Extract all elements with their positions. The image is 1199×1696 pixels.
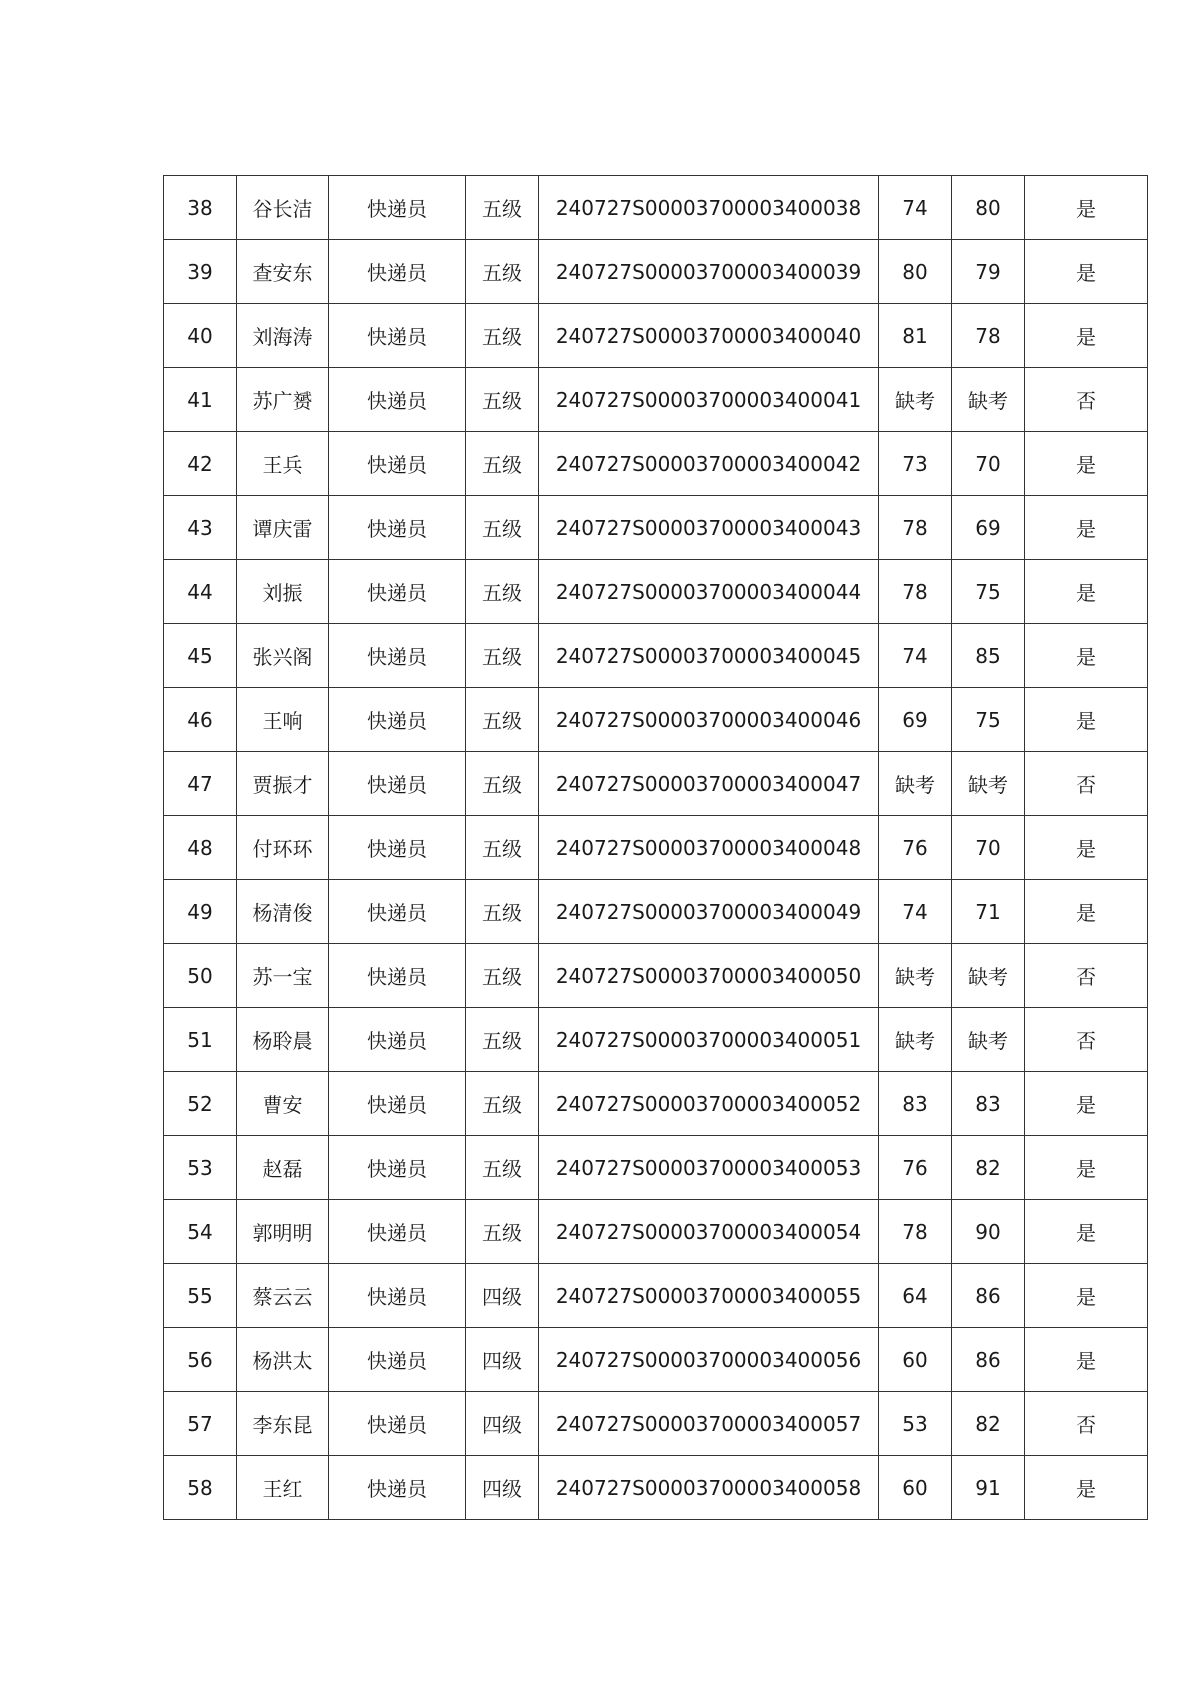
ticket-number-cell: 240727S00003700003400052 [539, 1072, 879, 1136]
table-row [164, 1264, 1148, 1328]
level-cell: 五级 [466, 432, 539, 496]
level-cell: 五级 [466, 816, 539, 880]
occupation-cell: 快递员 [329, 176, 466, 240]
occupation-cell: 快递员 [329, 1392, 466, 1456]
occupation-cell: 快递员 [329, 496, 466, 560]
row-number-cell: 43 [164, 496, 237, 560]
table-row [164, 1328, 1148, 1392]
theory-score-cell: 78 [879, 560, 952, 624]
occupation-cell: 快递员 [329, 1136, 466, 1200]
ticket-number-cell: 240727S00003700003400041 [539, 368, 879, 432]
name-cell: 杨聆晨 [237, 1008, 329, 1072]
name-cell: 刘振 [237, 560, 329, 624]
level-cell: 五级 [466, 752, 539, 816]
table-row [164, 752, 1148, 816]
pass-status-cell: 是 [1025, 176, 1148, 240]
name-cell: 查安东 [237, 240, 329, 304]
table-row [164, 816, 1148, 880]
theory-score-cell: 60 [879, 1328, 952, 1392]
level-cell: 五级 [466, 560, 539, 624]
occupation-cell: 快递员 [329, 368, 466, 432]
ticket-number-cell: 240727S00003700003400038 [539, 176, 879, 240]
theory-score-cell: 83 [879, 1072, 952, 1136]
level-cell: 五级 [466, 880, 539, 944]
ticket-number-cell: 240727S00003700003400048 [539, 816, 879, 880]
theory-score-cell: 74 [879, 624, 952, 688]
skill-score-cell: 缺考 [952, 752, 1025, 816]
row-number-cell: 44 [164, 560, 237, 624]
theory-score-cell: 81 [879, 304, 952, 368]
table-row [164, 560, 1148, 624]
row-number-cell: 39 [164, 240, 237, 304]
row-number-cell: 58 [164, 1456, 237, 1520]
level-cell: 五级 [466, 176, 539, 240]
row-number-cell: 51 [164, 1008, 237, 1072]
row-number-cell: 48 [164, 816, 237, 880]
name-cell: 郭明明 [237, 1200, 329, 1264]
skill-score-cell: 缺考 [952, 1008, 1025, 1072]
occupation-cell: 快递员 [329, 1328, 466, 1392]
pass-status-cell: 是 [1025, 688, 1148, 752]
theory-score-cell: 74 [879, 176, 952, 240]
table-row [164, 176, 1148, 240]
pass-status-cell: 否 [1025, 368, 1148, 432]
occupation-cell: 快递员 [329, 304, 466, 368]
row-number-cell: 40 [164, 304, 237, 368]
occupation-cell: 快递员 [329, 688, 466, 752]
level-cell: 五级 [466, 1072, 539, 1136]
level-cell: 五级 [466, 240, 539, 304]
pass-status-cell: 是 [1025, 560, 1148, 624]
skill-score-cell: 78 [952, 304, 1025, 368]
name-cell: 贾振才 [237, 752, 329, 816]
name-cell: 付环环 [237, 816, 329, 880]
theory-score-cell: 53 [879, 1392, 952, 1456]
occupation-cell: 快递员 [329, 1456, 466, 1520]
occupation-cell: 快递员 [329, 560, 466, 624]
row-number-cell: 38 [164, 176, 237, 240]
pass-status-cell: 是 [1025, 816, 1148, 880]
skill-score-cell: 80 [952, 176, 1025, 240]
pass-status-cell: 是 [1025, 1072, 1148, 1136]
table-row [164, 1072, 1148, 1136]
skill-score-cell: 70 [952, 432, 1025, 496]
level-cell: 四级 [466, 1456, 539, 1520]
pass-status-cell: 否 [1025, 1008, 1148, 1072]
theory-score-cell: 80 [879, 240, 952, 304]
ticket-number-cell: 240727S00003700003400054 [539, 1200, 879, 1264]
row-number-cell: 42 [164, 432, 237, 496]
skill-score-cell: 86 [952, 1328, 1025, 1392]
theory-score-cell: 73 [879, 432, 952, 496]
occupation-cell: 快递员 [329, 1008, 466, 1072]
theory-score-cell: 76 [879, 816, 952, 880]
name-cell: 张兴阁 [237, 624, 329, 688]
ticket-number-cell: 240727S00003700003400042 [539, 432, 879, 496]
table-row [164, 368, 1148, 432]
pass-status-cell: 是 [1025, 304, 1148, 368]
level-cell: 四级 [466, 1328, 539, 1392]
level-cell: 五级 [466, 496, 539, 560]
name-cell: 王响 [237, 688, 329, 752]
name-cell: 赵磊 [237, 1136, 329, 1200]
pass-status-cell: 否 [1025, 752, 1148, 816]
level-cell: 四级 [466, 1392, 539, 1456]
level-cell: 五级 [466, 944, 539, 1008]
row-number-cell: 45 [164, 624, 237, 688]
ticket-number-cell: 240727S00003700003400051 [539, 1008, 879, 1072]
theory-score-cell: 缺考 [879, 944, 952, 1008]
name-cell: 王兵 [237, 432, 329, 496]
theory-score-cell: 缺考 [879, 368, 952, 432]
pass-status-cell: 是 [1025, 432, 1148, 496]
occupation-cell: 快递员 [329, 624, 466, 688]
table-row [164, 624, 1148, 688]
row-number-cell: 52 [164, 1072, 237, 1136]
occupation-cell: 快递员 [329, 944, 466, 1008]
pass-status-cell: 否 [1025, 944, 1148, 1008]
pass-status-cell: 是 [1025, 1200, 1148, 1264]
level-cell: 四级 [466, 1264, 539, 1328]
skill-score-cell: 69 [952, 496, 1025, 560]
skill-score-cell: 75 [952, 688, 1025, 752]
row-number-cell: 53 [164, 1136, 237, 1200]
table-row [164, 880, 1148, 944]
name-cell: 苏广赟 [237, 368, 329, 432]
table-row [164, 688, 1148, 752]
skill-score-cell: 79 [952, 240, 1025, 304]
skill-score-cell: 86 [952, 1264, 1025, 1328]
name-cell: 蔡云云 [237, 1264, 329, 1328]
ticket-number-cell: 240727S00003700003400039 [539, 240, 879, 304]
ticket-number-cell: 240727S00003700003400050 [539, 944, 879, 1008]
results-table-body [164, 176, 1148, 1520]
occupation-cell: 快递员 [329, 880, 466, 944]
ticket-number-cell: 240727S00003700003400057 [539, 1392, 879, 1456]
theory-score-cell: 78 [879, 1200, 952, 1264]
ticket-number-cell: 240727S00003700003400049 [539, 880, 879, 944]
skill-score-cell: 缺考 [952, 368, 1025, 432]
skill-score-cell: 90 [952, 1200, 1025, 1264]
skill-score-cell: 85 [952, 624, 1025, 688]
skill-score-cell: 71 [952, 880, 1025, 944]
theory-score-cell: 76 [879, 1136, 952, 1200]
name-cell: 曹安 [237, 1072, 329, 1136]
pass-status-cell: 是 [1025, 624, 1148, 688]
pass-status-cell: 否 [1025, 1392, 1148, 1456]
pass-status-cell: 是 [1025, 496, 1148, 560]
skill-score-cell: 75 [952, 560, 1025, 624]
ticket-number-cell: 240727S00003700003400056 [539, 1328, 879, 1392]
level-cell: 五级 [466, 1008, 539, 1072]
name-cell: 李东昆 [237, 1392, 329, 1456]
level-cell: 五级 [466, 368, 539, 432]
ticket-number-cell: 240727S00003700003400043 [539, 496, 879, 560]
name-cell: 苏一宝 [237, 944, 329, 1008]
level-cell: 五级 [466, 1136, 539, 1200]
table-row [164, 496, 1148, 560]
pass-status-cell: 是 [1025, 880, 1148, 944]
table-row [164, 1392, 1148, 1456]
occupation-cell: 快递员 [329, 1264, 466, 1328]
row-number-cell: 46 [164, 688, 237, 752]
occupation-cell: 快递员 [329, 240, 466, 304]
skill-score-cell: 缺考 [952, 944, 1025, 1008]
level-cell: 五级 [466, 304, 539, 368]
table-row [164, 304, 1148, 368]
ticket-number-cell: 240727S00003700003400044 [539, 560, 879, 624]
row-number-cell: 54 [164, 1200, 237, 1264]
theory-score-cell: 缺考 [879, 1008, 952, 1072]
table-row [164, 944, 1148, 1008]
ticket-number-cell: 240727S00003700003400045 [539, 624, 879, 688]
level-cell: 五级 [466, 1200, 539, 1264]
theory-score-cell: 60 [879, 1456, 952, 1520]
pass-status-cell: 是 [1025, 1456, 1148, 1520]
theory-score-cell: 69 [879, 688, 952, 752]
ticket-number-cell: 240727S00003700003400046 [539, 688, 879, 752]
ticket-number-cell: 240727S00003700003400053 [539, 1136, 879, 1200]
ticket-number-cell: 240727S00003700003400040 [539, 304, 879, 368]
occupation-cell: 快递员 [329, 816, 466, 880]
row-number-cell: 56 [164, 1328, 237, 1392]
row-number-cell: 50 [164, 944, 237, 1008]
ticket-number-cell: 240727S00003700003400058 [539, 1456, 879, 1520]
pass-status-cell: 是 [1025, 240, 1148, 304]
name-cell: 王红 [237, 1456, 329, 1520]
row-number-cell: 47 [164, 752, 237, 816]
theory-score-cell: 74 [879, 880, 952, 944]
skill-score-cell: 70 [952, 816, 1025, 880]
table-row [164, 1008, 1148, 1072]
occupation-cell: 快递员 [329, 1072, 466, 1136]
name-cell: 谭庆雷 [237, 496, 329, 560]
theory-score-cell: 缺考 [879, 752, 952, 816]
table-row [164, 432, 1148, 496]
row-number-cell: 57 [164, 1392, 237, 1456]
results-table [163, 175, 1148, 1520]
row-number-cell: 41 [164, 368, 237, 432]
occupation-cell: 快递员 [329, 752, 466, 816]
pass-status-cell: 是 [1025, 1136, 1148, 1200]
skill-score-cell: 91 [952, 1456, 1025, 1520]
name-cell: 杨清俊 [237, 880, 329, 944]
name-cell: 谷长洁 [237, 176, 329, 240]
level-cell: 五级 [466, 624, 539, 688]
ticket-number-cell: 240727S00003700003400055 [539, 1264, 879, 1328]
row-number-cell: 49 [164, 880, 237, 944]
name-cell: 杨洪太 [237, 1328, 329, 1392]
pass-status-cell: 是 [1025, 1328, 1148, 1392]
table-row [164, 1136, 1148, 1200]
skill-score-cell: 82 [952, 1136, 1025, 1200]
table-row [164, 1456, 1148, 1520]
theory-score-cell: 78 [879, 496, 952, 560]
level-cell: 五级 [466, 688, 539, 752]
name-cell: 刘海涛 [237, 304, 329, 368]
theory-score-cell: 64 [879, 1264, 952, 1328]
occupation-cell: 快递员 [329, 432, 466, 496]
ticket-number-cell: 240727S00003700003400047 [539, 752, 879, 816]
table-row [164, 240, 1148, 304]
pass-status-cell: 是 [1025, 1264, 1148, 1328]
row-number-cell: 55 [164, 1264, 237, 1328]
table-row [164, 1200, 1148, 1264]
skill-score-cell: 83 [952, 1072, 1025, 1136]
skill-score-cell: 82 [952, 1392, 1025, 1456]
occupation-cell: 快递员 [329, 1200, 466, 1264]
